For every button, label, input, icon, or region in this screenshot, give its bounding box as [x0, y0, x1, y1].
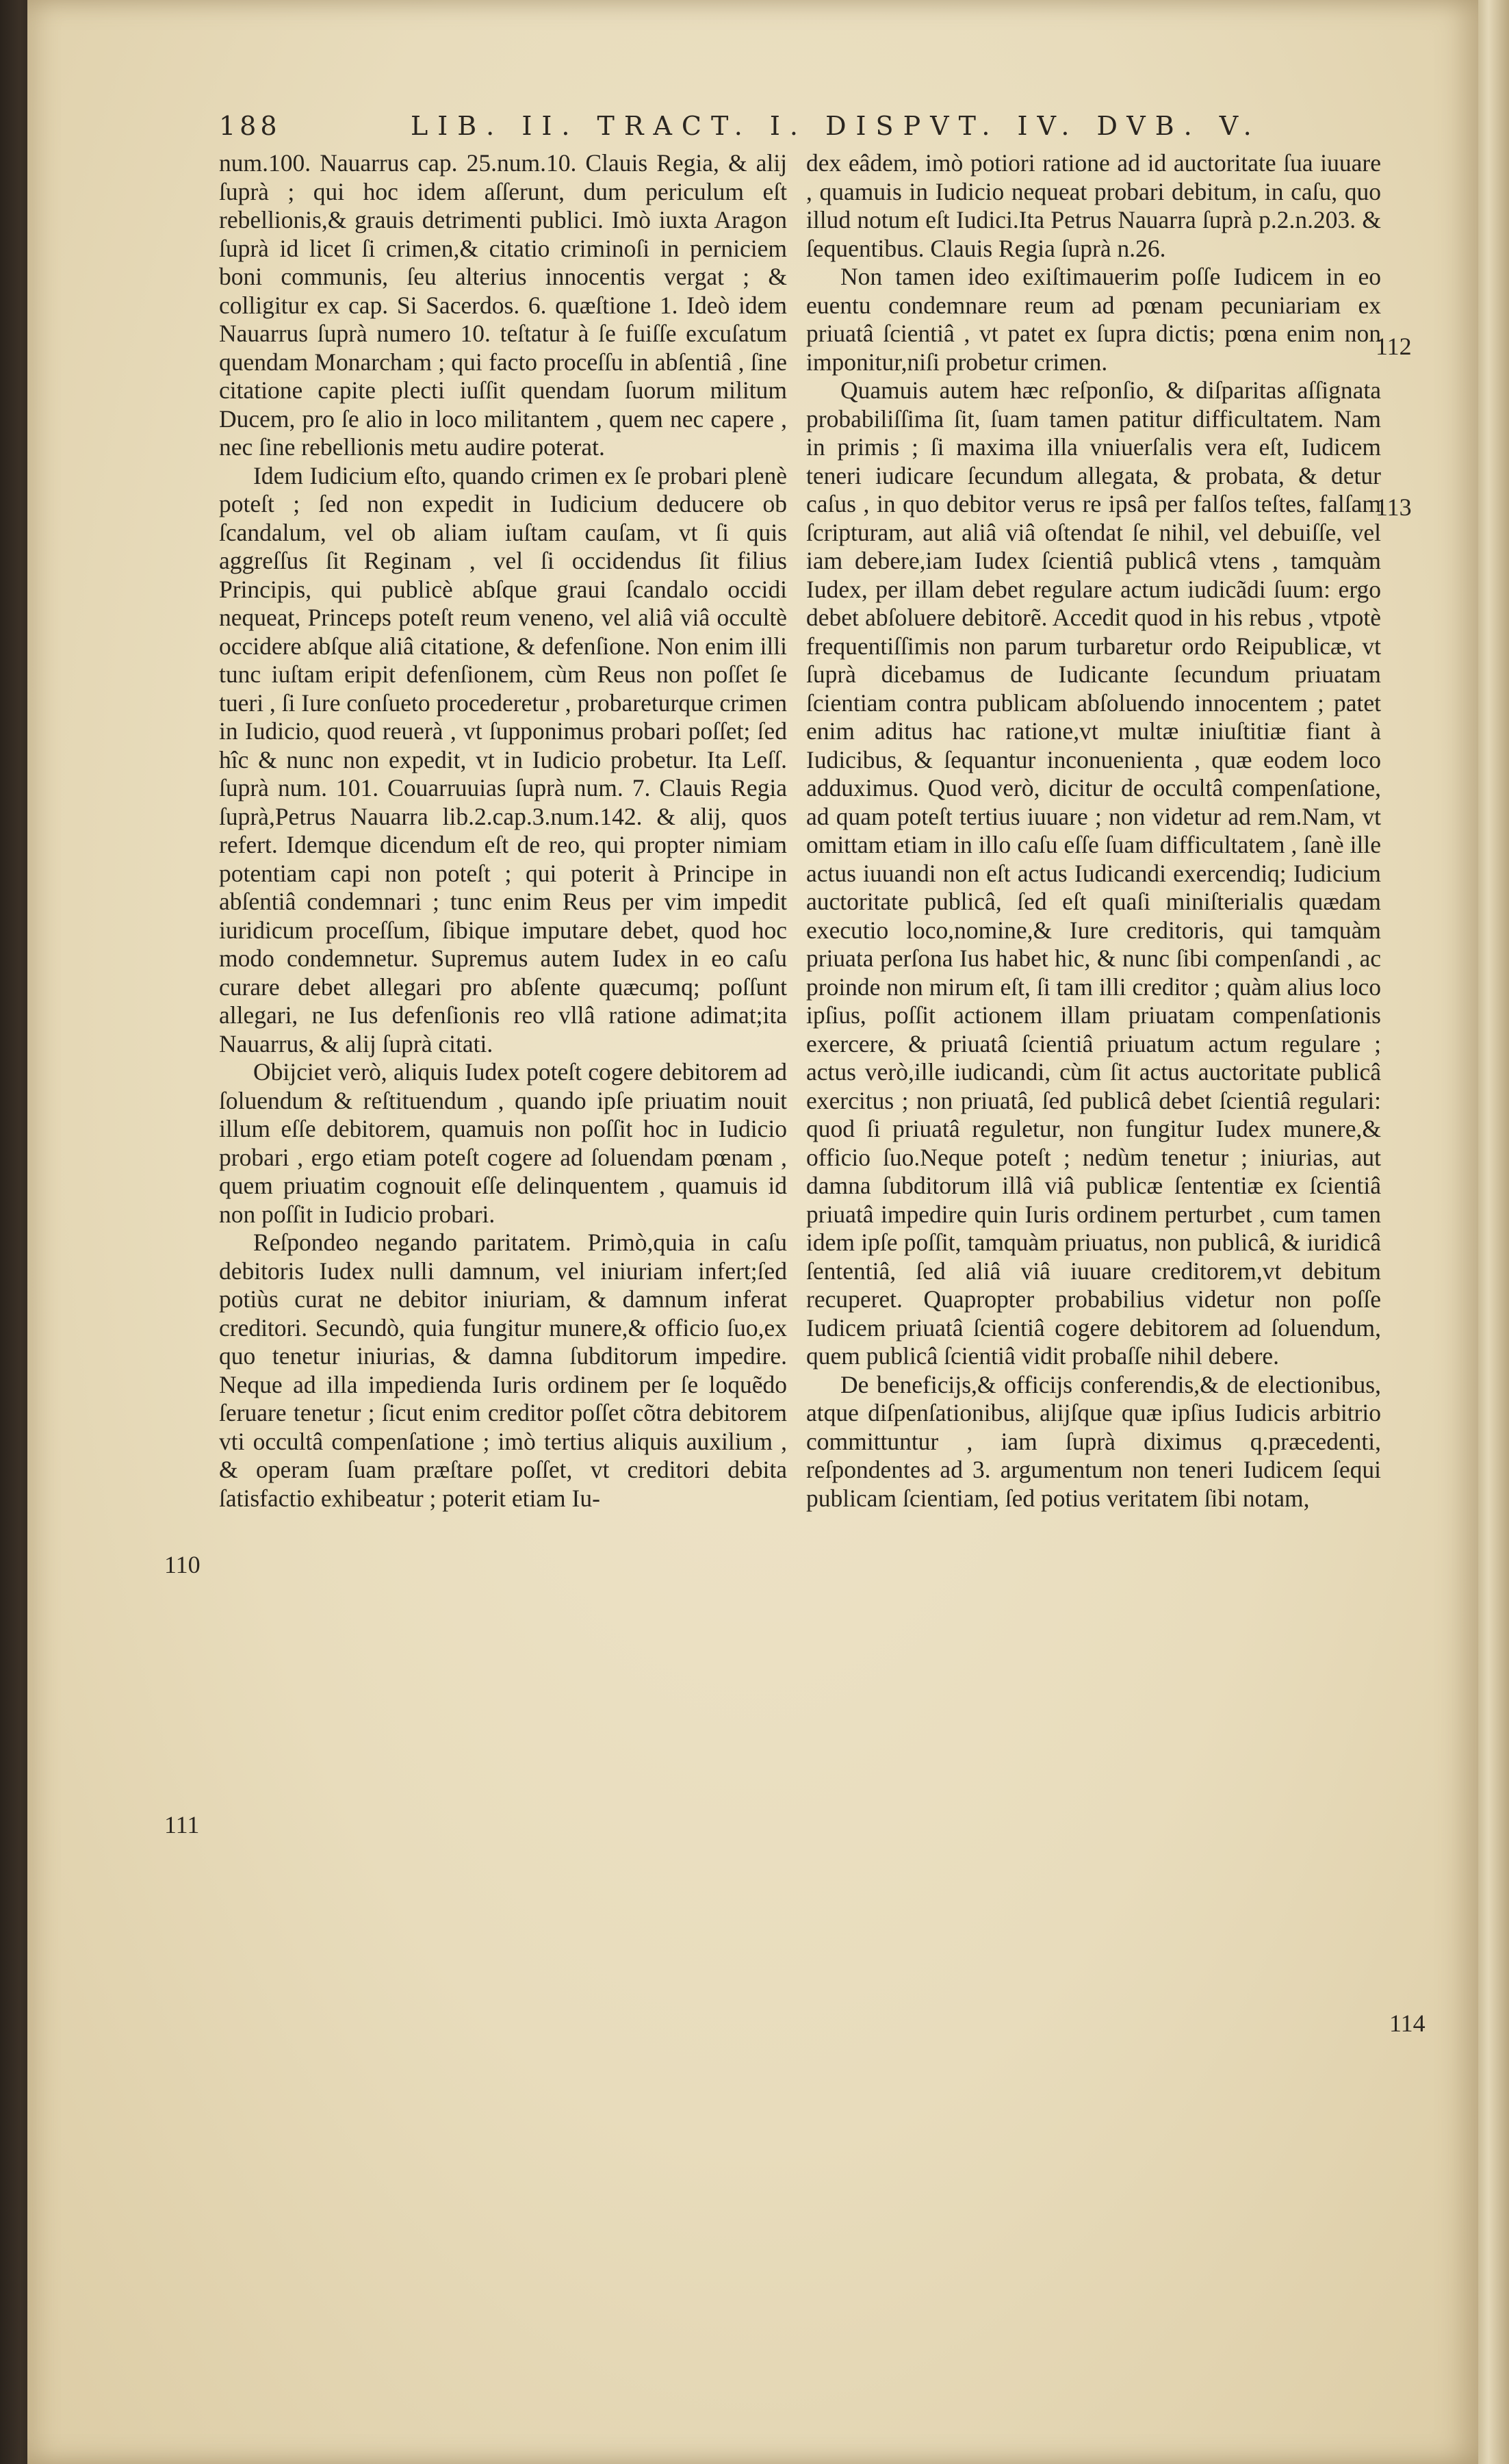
margin-number: 112	[1376, 333, 1412, 360]
paragraph: De beneficijs,& officijs conferendis,& de electionibus, atque diſpenſationibus, alijſque quæ ipſius Iudicis arbitrio committuntur , iam ſuprà diximus q.præcedenti, reſpondentes ad 3. argumentum non teneri Iudicem ſequi publicam ſcientiam, ſed potius veritatem ſibi notam,	[806, 1370, 1381, 1512]
margin-number: 110	[164, 1551, 201, 1578]
paragraph: Quamuis autem hæc reſponſio, & diſparitas aſſignata probabiliſſima ſit, ſuam tamen patitur difficultatem. Nam in primis ; ſi maxima illa vniuerſalis vera eſt, Iudicem teneri iudicare ſecundum allegata, & probata, & detur caſus , in quo debitor verus re ipsâ per falſos teſtes, falſam ſcripturam, aut aliâ viâ oſtendat ſe nihil, vel debuiſſe, vel iam debere,iam Iudex ſcientiâ publicâ vtens , tamquàm Iudex, per illam debet regulare actum iudicãdi ſuum: ergo debet abſoluere debitorẽ. Accedit quod in his rebus , vtpotè frequentiſſimis non parum turbaretur ordo Reipublicæ, vt ſuprà dicebamus de Iudicante ſecundum priuatam ſcientiam contra publicam abſoluendo innocentem ; patet enim aditus hac ratione,vt multæ iniuſtitiæ fiant à Iudicibus, & ſequantur inconuenienta , quæ eodem loco adduximus. Quod verò, dicitur de occultâ compenſatione, ad quam poteſt tertius iuuare ; non videtur ad rem.Nam, vt omittam etiam in illo caſu eſſe ſuam difficultatem , ſanè ille actus iuuandi non eſt actus Iudicandi exercendiq; Iudicium auctoritate publicâ, ſed eſt quaſi miniſterialis quædam executio loco,nomine,& Iure creditoris, qui tamquàm priuata perſona Ius habet hic, & nunc ſibi compenſandi , ac proinde non mirum eſt, ſi tam illi creditor ; quàm alius loco ipſius, poſſit actionem illam priuatam compenſationis exercere, & priuatâ ſcientiâ priuatum actum regulare ; actus verò,ille iudicandi, cùm ſit actus auctoritate publicâ exercitus ; non priuatâ, ſed publicâ debet ſcientiâ regulari: quod ſi priuatâ reguletur, non fungitur Iudex munere,& officio ſuo.Neque poteſt ; nedùm tenetur ; iniurias, aut damna ſubditorum illâ viâ publicæ ſententiæ ex ſcientiâ priuatâ impedire quin Iuris ordinem perturbet , cum tamen idem ipſe poſſit, tamquàm priuatus, non publicâ, & iuridicâ ſententiâ, ſed aliâ viâ iuuare creditorem,vt debitum recuperet. Quapropter probabilius videtur non poſſe Iudicem priuatâ ſcientiâ cogere debitorem ad ſoluendum, quem publicâ ſcientiâ vidit probaſſe nihil debere.	[806, 376, 1381, 1370]
page-number: 188	[219, 111, 281, 141]
margin-number: 114	[1389, 2010, 1426, 2037]
paragraph: Non tamen ideo exiſtimauerim poſſe Iudicem in eo euentu condemnare reum ad pœnam pecuniariam ex priuatâ ſcientiâ , vt patet ex ſupra dictis; pœna enim non imponitur,niſi probetur crimen.	[806, 263, 1381, 376]
facing-page-edge	[1478, 0, 1509, 2464]
right-column	[806, 149, 1381, 1513]
left-column	[219, 149, 787, 1513]
paragraph: Obijciet verò, aliquis Iudex poteſt cogere debitorem ad ſoluendum & reſtituendum , quando ipſe priuatim nouit illum eſſe debitorem, quamuis non poſſit hoc in Iudicio probari , ergo etiam poteſt cogere ad ſoluendam pœnam , quem priuatim cognouit eſſe delinquentem , quamuis id non poſſit in Iudicio probari.	[219, 1058, 787, 1228]
margin-number: 113	[1376, 493, 1412, 521]
margin-number: 111	[164, 1811, 200, 1838]
paragraph: Reſpondeo negando paritatem. Primò,quia in caſu debitoris Iudex nulli damnum, vel iniuriam infert;ſed potiùs curat ne debitor iniuriam, & damnum inferat creditori. Secundò, quia fungitur munere,& officio ſuo,ex quo tenetur iniurias, & damna ſubditorum impedire. Neque ad illa impedienda Iuris ordinem per ſe loquẽdo ſeruare tenetur ; ſicut enim creditor poſſet cõtra debitorem vti occultâ compenſatione ; imò tertius aliquis auxilium , & operam ſuam præſtare poſſet, vt creditori debita ſatisfactio exhibeatur ; poterit etiam Iu-	[219, 1229, 787, 1512]
page-header	[219, 111, 1355, 152]
paragraph: Idem Iudicium eſto, quando crimen ex ſe probari plenè poteſt ; ſed non expedit in Iudicium deducere ob ſcandalum, vel ob aliam iuſtam cauſam, vt ſi quis aggreſſus ſit Reginam , vel ſi occidendus ſit filius Principis, qui publicè abſque graui ſcandalo occidi nequeat, Princeps poteſt reum veneno, vel aliâ viâ occultè occidere abſque aliâ citatione, & defenſione. Non enim illi tunc iuſtam eripit defenſionem, cùm Reus non poſſet ſe tueri , ſi Iure conſueto procederetur , probareturque crimen in Iudicio, quod reuerà , vt ſupponimus probari poſſet; ſed hîc & nunc non expedit, vt in Iudicio probetur. Ita Leſſ. ſuprà num. 101. Couarruuias ſuprà num. 7. Clauis Regia ſuprà,Petrus Nauarra lib.2.cap.3.num.142. & alij, quos refert. Idemque dicendum eſt de reo, qui propter nimiam potentiam capi non poteſt ; qui poterit à Principe in abſentiâ condemnari ; tunc enim Reus per vim impedit iuridicum proceſſum, ſibique imputare debet, quod hoc modo condemnetur. Supremus autem Iudex in eo caſu curare debet allegari pro abſente quæcumq; poſſunt allegari, ne Ius defenſionis reo vllâ ratione adimat;ita Nauarrus, & alij ſuprà citati.	[219, 461, 787, 1057]
running-title: LIB. II. TRACT. I. DISPVT. IV. DVB. V.	[411, 111, 1261, 141]
paragraph: num.100. Nauarrus cap. 25.num.10. Clauis Regia, & alij ſuprà ; qui hoc idem aſſerunt, dum periculum eſt rebellionis,& grauis detrimenti publici. Imò iuxta Aragon ſuprà id licet ſi crimen,& citatio criminoſi in perniciem boni communis, ſeu alterius innocentis vergat ; & colligitur ex cap. Si Sacerdos. 6. quæſtione 1. Ideò idem Nauarrus ſuprà numero 10. teſtatur à ſe fuiſſe excuſatum quendam Monarcham ; qui facto proceſſu in abſentiâ , ſine citatione capite plecti iuſſit quendam ſuorum militum Ducem, pro ſe alio in loco militantem , quem nec capere , nec ſine rebellionis metu audire poterat.	[219, 149, 787, 461]
paragraph: dex eâdem, imò potiori ratione ad id auctoritate ſua iuuare , quamuis in Iudicio nequeat probari debitum, in caſu, quo illud notum eſt Iudici.Ita Petrus Nauarra ſuprà p.2.n.203. & ſequentibus. Clauis Regia ſuprà n.26.	[806, 149, 1381, 262]
